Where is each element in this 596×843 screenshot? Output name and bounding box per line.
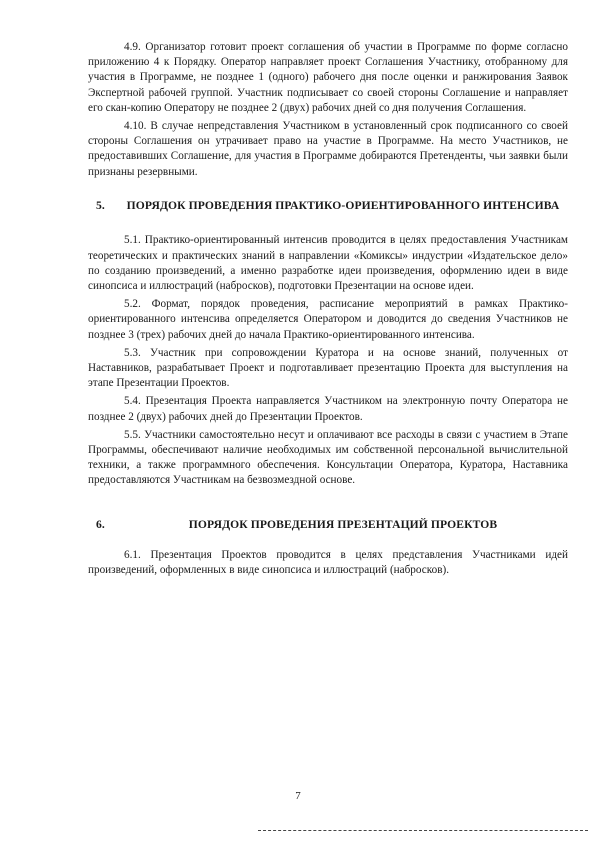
paragraph-4-9: 4.9. Организатор готовит проект соглашения об участии в Программе по форме согласно приложению 4 к Порядку. Оператор направляет проект Соглашения Участнику, отобранному для участия в Программе, не позднее 1 (одного) рабочего дня после оценки и ранжирования Заявок Экспертной рабочей группой. Участник подписывает со своей стороны Соглашение и направляет его скан-копию Оператору не позднее 2 (двух) рабочих дней со дня получения Соглашения. [88, 41, 568, 114]
paragraph-4-10: 4.10. В случае непредставления Участником в установленный срок подписанного со своей стороны Соглашения он утрачивает право на участие в Программе. На место Участников, не предоставивших Соглашение, для участия в Программе добираются Претенденты, чьи заявки были признаны резервными. [88, 120, 568, 178]
section-5-number: 5. [96, 198, 105, 212]
paragraph-5-2: 5.2. Формат, порядок проведения, расписание мероприятий в рамках Практико-ориентированного интенсива определяется Оператором и доводится до сведения Участников не позднее 3 (трех) рабочих дней до начала Практико-ориентированного интенсива. [88, 298, 568, 341]
page-number: 7 [295, 790, 301, 802]
section-5-title: ПОРЯДОК ПРОВЕДЕНИЯ ПРАКТИКО-ОРИЕНТИРОВАННОГО ИНТЕНСИВА [126, 198, 560, 212]
paragraph-5-4: 5.4. Презентация Проекта направляется Участником на электронную почту Оператора не позднее 2 (двух) рабочих дней до Презентации Проектов. [88, 395, 568, 423]
section-6-title: ПОРЯДОК ПРОВЕДЕНИЯ ПРЕЗЕНТАЦИЙ ПРОЕКТОВ [188, 517, 498, 531]
footer-rule [258, 830, 588, 831]
section-6-heading [88, 517, 568, 533]
paragraph-5-5: 5.5. Участники самостоятельно несут и оплачивают все расходы в связи с участием в Этапе Программы, обеспечивают наличие необходимых им собственной персональной вычислительной техники, а также программного обеспечения. Консультации Оператора, Куратора, Наставника предоставляются Участникам на безвозмездной основе. [88, 428, 568, 487]
paragraph-5-3: 5.3. Участник при сопровождении Куратора и на основе знаний, полученных от Наставников, разрабатывает Проект и подготавливает презентацию Проекта для выступления на этапе Презентации Проектов. [88, 346, 568, 390]
paragraph-6-1: 6.1. Презентация Проектов проводится в целях представления Участниками идей произведений, оформленных в виде синопсиса и иллюстраций (набросков). [88, 549, 568, 577]
paragraph-5-1: 5.1. Практико-ориентированный интенсив проводится в целях предоставления Участникам теоретических и практических знаний в направлении «Комиксы» индустрии «Издательское дело» по созданию произведений, а именно разработке идеи произведения, оформлению идеи в виде синопсиса и иллюстраций (набросков), подготовки Презентации на основе идеи. [88, 234, 568, 292]
section-5-heading [88, 198, 568, 214]
section-6-number: 6. [96, 517, 105, 531]
